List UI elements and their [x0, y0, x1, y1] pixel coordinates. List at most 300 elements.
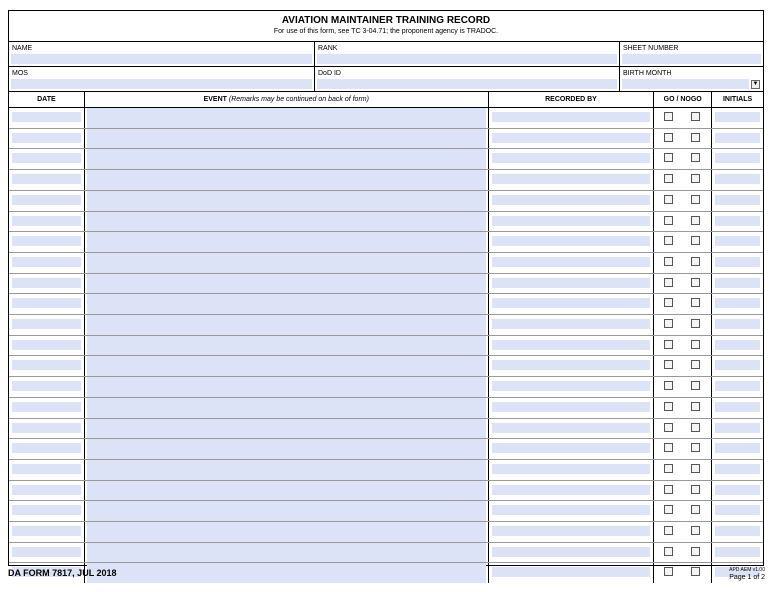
initials-field[interactable]	[715, 381, 760, 391]
table-row	[9, 315, 763, 336]
go-checkbox[interactable]	[664, 526, 673, 535]
date-field[interactable]	[12, 112, 81, 122]
initials-field[interactable]	[715, 195, 760, 205]
footer-right	[729, 567, 765, 582]
recorded-by-field[interactable]	[492, 133, 651, 143]
recorded-by-field[interactable]	[492, 298, 651, 308]
table-row	[9, 191, 763, 212]
go-nogo-cell	[654, 398, 712, 418]
go-nogo-cell	[654, 108, 712, 128]
date-field[interactable]	[12, 423, 81, 433]
nogo-checkbox[interactable]	[691, 278, 700, 287]
date-cell	[9, 232, 85, 252]
go-checkbox[interactable]	[664, 133, 673, 142]
event-cell	[85, 398, 489, 418]
recorded-by-cell	[489, 274, 655, 294]
date-field[interactable]	[12, 133, 81, 143]
go-checkbox[interactable]	[664, 505, 673, 514]
name-field[interactable]	[11, 54, 312, 64]
recorded-by-field[interactable]	[492, 526, 651, 536]
go-checkbox[interactable]	[664, 153, 673, 162]
recorded-by-header: RECORDED BY	[489, 92, 655, 107]
initials-cell	[712, 149, 763, 169]
chevron-down-icon[interactable]: ▼	[752, 81, 759, 87]
initials-cell	[712, 522, 763, 542]
recorded-by-cell	[489, 129, 655, 149]
table-row	[9, 336, 763, 357]
event-field[interactable]	[87, 108, 486, 128]
initials-cell	[712, 356, 763, 376]
table-row	[9, 439, 763, 460]
date-field[interactable]	[12, 153, 81, 163]
recorded-by-field[interactable]	[492, 340, 651, 350]
go-nogo-cell	[654, 543, 712, 563]
event-field[interactable]	[87, 377, 486, 397]
initials-cell	[712, 274, 763, 294]
go-nogo-cell	[654, 129, 712, 149]
event-header-note: (Remarks may be continued on back of form)	[228, 96, 369, 103]
recorded-by-field[interactable]	[492, 567, 651, 577]
date-field[interactable]	[12, 174, 81, 184]
date-field[interactable]	[12, 485, 81, 495]
initials-field[interactable]	[715, 485, 760, 495]
table-row	[9, 232, 763, 253]
nogo-checkbox[interactable]	[691, 340, 700, 349]
initials-field[interactable]	[715, 278, 760, 288]
date-cell	[9, 439, 85, 459]
go-nogo-cell	[654, 315, 712, 335]
event-cell	[85, 563, 489, 583]
go-nogo-cell	[654, 563, 712, 583]
date-field[interactable]	[12, 526, 81, 536]
nogo-checkbox[interactable]	[691, 443, 700, 452]
rank-cell	[315, 42, 620, 66]
table-row	[9, 212, 763, 233]
nogo-checkbox[interactable]	[691, 402, 700, 411]
birth-month-label: BIRTH MONTH	[623, 70, 672, 77]
date-cell	[9, 356, 85, 376]
table-row	[9, 108, 763, 129]
nogo-checkbox[interactable]	[691, 195, 700, 204]
go-nogo-cell	[654, 522, 712, 542]
recorded-by-cell	[489, 108, 655, 128]
initials-field[interactable]	[715, 257, 760, 267]
date-field[interactable]	[12, 216, 81, 226]
date-cell	[9, 129, 85, 149]
event-header	[85, 92, 489, 107]
recorded-by-field[interactable]	[492, 257, 651, 267]
recorded-by-cell	[489, 563, 655, 583]
date-field[interactable]	[12, 298, 81, 308]
recorded-by-cell	[489, 419, 655, 439]
date-cell	[9, 522, 85, 542]
initials-field[interactable]	[715, 174, 760, 184]
recorded-by-cell	[489, 232, 655, 252]
event-field[interactable]	[87, 419, 486, 439]
event-cell	[85, 460, 489, 480]
date-field[interactable]	[12, 464, 81, 474]
table-row	[9, 129, 763, 150]
recorded-by-field[interactable]	[492, 485, 651, 495]
sheet-number-cell	[620, 42, 763, 66]
recorded-by-cell	[489, 253, 655, 273]
table-row	[9, 149, 763, 170]
date-cell	[9, 274, 85, 294]
go-nogo-header: GO / NOGO	[654, 92, 712, 107]
nogo-checkbox[interactable]	[691, 505, 700, 514]
date-header: DATE	[9, 92, 85, 107]
recorded-by-field[interactable]	[492, 195, 651, 205]
recorded-by-cell	[489, 336, 655, 356]
nogo-checkbox[interactable]	[691, 257, 700, 266]
event-field[interactable]	[87, 212, 486, 232]
nogo-checkbox[interactable]	[691, 112, 700, 121]
initials-field[interactable]	[715, 216, 760, 226]
event-field[interactable]	[87, 356, 486, 376]
go-checkbox[interactable]	[664, 340, 673, 349]
go-checkbox[interactable]	[664, 236, 673, 245]
recorded-by-cell	[489, 398, 655, 418]
event-field[interactable]	[87, 336, 486, 356]
initials-cell	[712, 439, 763, 459]
sheet-number-field[interactable]	[622, 54, 761, 64]
table-row	[9, 522, 763, 543]
initials-cell	[712, 170, 763, 190]
date-cell	[9, 170, 85, 190]
sheet-number-label: SHEET NUMBER	[623, 45, 679, 52]
nogo-checkbox[interactable]	[691, 153, 700, 162]
event-cell	[85, 149, 489, 169]
initials-field[interactable]	[715, 112, 760, 122]
table-row	[9, 274, 763, 295]
date-cell	[9, 253, 85, 273]
event-cell	[85, 253, 489, 273]
date-field[interactable]	[12, 360, 81, 370]
recorded-by-field[interactable]	[492, 547, 651, 557]
event-field[interactable]	[87, 170, 486, 190]
info-row-2	[9, 67, 763, 92]
go-nogo-cell	[654, 274, 712, 294]
initials-cell	[712, 543, 763, 563]
recorded-by-cell	[489, 315, 655, 335]
event-field[interactable]	[87, 543, 486, 563]
date-field[interactable]	[12, 547, 81, 557]
form-number: DA FORM 7817, JUL 2018	[8, 568, 117, 578]
event-header-label: EVENT	[203, 96, 227, 103]
mos-field[interactable]	[11, 79, 312, 89]
table-row	[9, 356, 763, 377]
recorded-by-field[interactable]	[492, 402, 651, 412]
recorded-by-cell	[489, 377, 655, 397]
initials-cell	[712, 294, 763, 314]
recorded-by-field[interactable]	[492, 153, 651, 163]
dod-id-cell	[315, 67, 620, 91]
go-checkbox[interactable]	[664, 174, 673, 183]
date-field[interactable]	[12, 402, 81, 412]
table-row	[9, 563, 763, 583]
event-field[interactable]	[87, 294, 486, 314]
go-checkbox[interactable]	[664, 547, 673, 556]
recorded-by-cell	[489, 294, 655, 314]
date-field[interactable]	[12, 236, 81, 246]
event-cell	[85, 315, 489, 335]
event-cell	[85, 108, 489, 128]
recorded-by-cell	[489, 191, 655, 211]
go-checkbox[interactable]	[664, 567, 673, 576]
date-cell	[9, 460, 85, 480]
page-number: Page 1 of 2	[729, 574, 765, 581]
table-row	[9, 398, 763, 419]
nogo-checkbox[interactable]	[691, 567, 700, 576]
initials-field[interactable]	[715, 443, 760, 453]
go-nogo-cell	[654, 419, 712, 439]
recorded-by-field[interactable]	[492, 381, 651, 391]
initials-cell	[712, 419, 763, 439]
event-cell	[85, 356, 489, 376]
date-cell	[9, 294, 85, 314]
nogo-checkbox[interactable]	[691, 133, 700, 142]
event-field[interactable]	[87, 315, 486, 335]
recorded-by-field[interactable]	[492, 236, 651, 246]
initials-cell	[712, 377, 763, 397]
mos-label: MOS	[12, 70, 28, 77]
go-nogo-cell	[654, 253, 712, 273]
initials-cell	[712, 460, 763, 480]
name-label: NAME	[12, 45, 33, 52]
date-cell	[9, 481, 85, 501]
recorded-by-cell	[489, 149, 655, 169]
recorded-by-field[interactable]	[492, 112, 651, 122]
dod-id-field[interactable]	[317, 79, 617, 89]
rank-field[interactable]	[317, 54, 617, 64]
go-nogo-cell	[654, 170, 712, 190]
go-checkbox[interactable]	[664, 278, 673, 287]
nogo-checkbox[interactable]	[691, 360, 700, 369]
go-nogo-cell	[654, 356, 712, 376]
recorded-by-field[interactable]	[492, 319, 651, 329]
info-row-1	[9, 42, 763, 67]
table-row	[9, 294, 763, 315]
initials-field[interactable]	[715, 360, 760, 370]
event-field[interactable]	[87, 460, 486, 480]
event-field[interactable]	[87, 481, 486, 501]
event-cell	[85, 212, 489, 232]
table-row	[9, 501, 763, 522]
event-field[interactable]	[87, 274, 486, 294]
event-field[interactable]	[87, 191, 486, 211]
go-checkbox[interactable]	[664, 298, 673, 307]
nogo-checkbox[interactable]	[691, 174, 700, 183]
initials-field[interactable]	[715, 423, 760, 433]
date-field[interactable]	[12, 381, 81, 391]
recorded-by-field[interactable]	[492, 278, 651, 288]
event-cell	[85, 377, 489, 397]
initials-field[interactable]	[715, 547, 760, 557]
table-header	[9, 92, 763, 108]
event-cell	[85, 170, 489, 190]
initials-field[interactable]	[715, 402, 760, 412]
initials-field[interactable]	[715, 133, 760, 143]
event-field[interactable]	[87, 129, 486, 149]
table-row	[9, 543, 763, 564]
recorded-by-field[interactable]	[492, 423, 651, 433]
event-cell	[85, 419, 489, 439]
go-checkbox[interactable]	[664, 195, 673, 204]
form-header	[9, 11, 763, 42]
date-cell	[9, 212, 85, 232]
initials-cell	[712, 398, 763, 418]
date-cell	[9, 543, 85, 563]
table-row	[9, 460, 763, 481]
nogo-checkbox[interactable]	[691, 381, 700, 390]
initials-cell	[712, 481, 763, 501]
form-title: AVIATION MAINTAINER TRAINING RECORD	[281, 15, 491, 26]
go-nogo-cell	[654, 460, 712, 480]
birth-month-cell	[620, 67, 763, 91]
dod-id-label: DoD ID	[318, 70, 341, 77]
initials-field[interactable]	[715, 505, 760, 515]
event-field[interactable]	[87, 149, 486, 169]
initials-cell	[712, 191, 763, 211]
initials-header: INITIALS	[722, 96, 753, 103]
event-cell	[85, 543, 489, 563]
event-cell	[85, 522, 489, 542]
go-checkbox[interactable]	[664, 485, 673, 494]
recorded-by-cell	[489, 543, 655, 563]
birth-month-select[interactable]	[622, 79, 749, 89]
go-checkbox[interactable]	[664, 402, 673, 411]
date-field[interactable]	[12, 319, 81, 329]
initials-field[interactable]	[715, 526, 760, 536]
table-row	[9, 377, 763, 398]
event-field[interactable]	[87, 398, 486, 418]
event-cell	[85, 439, 489, 459]
mos-cell	[9, 67, 315, 91]
recorded-by-field[interactable]	[492, 174, 651, 184]
event-cell	[85, 481, 489, 501]
date-cell	[9, 336, 85, 356]
nogo-checkbox[interactable]	[691, 319, 700, 328]
go-nogo-cell	[654, 336, 712, 356]
date-field[interactable]	[12, 340, 81, 350]
nogo-checkbox[interactable]	[691, 547, 700, 556]
recorded-by-cell	[489, 522, 655, 542]
event-cell	[85, 274, 489, 294]
go-checkbox[interactable]	[664, 381, 673, 390]
initials-cell	[712, 108, 763, 128]
recorded-by-cell	[489, 170, 655, 190]
date-field[interactable]	[12, 278, 81, 288]
date-field[interactable]	[12, 505, 81, 515]
go-checkbox[interactable]	[664, 423, 673, 432]
go-checkbox[interactable]	[664, 464, 673, 473]
go-nogo-cell	[654, 481, 712, 501]
event-field[interactable]	[87, 563, 486, 583]
date-cell	[9, 149, 85, 169]
go-nogo-cell	[654, 149, 712, 169]
table-row	[9, 419, 763, 440]
initials-field[interactable]	[715, 298, 760, 308]
table-row	[9, 481, 763, 502]
nogo-checkbox[interactable]	[691, 236, 700, 245]
nogo-checkbox[interactable]	[691, 485, 700, 494]
event-field[interactable]	[87, 439, 486, 459]
go-nogo-cell	[654, 232, 712, 252]
initials-field[interactable]	[715, 153, 760, 163]
name-cell	[9, 42, 315, 66]
recorded-by-field[interactable]	[492, 360, 651, 370]
initials-field[interactable]	[715, 319, 760, 329]
date-field[interactable]	[12, 257, 81, 267]
event-field[interactable]	[87, 253, 486, 273]
go-nogo-cell	[654, 191, 712, 211]
nogo-checkbox[interactable]	[691, 526, 700, 535]
event-field[interactable]	[87, 501, 486, 521]
event-field[interactable]	[87, 522, 486, 542]
initials-field[interactable]	[715, 340, 760, 350]
initials-field[interactable]	[715, 464, 760, 474]
table-body	[9, 108, 763, 583]
date-cell	[9, 108, 85, 128]
go-checkbox[interactable]	[664, 216, 673, 225]
initials-field[interactable]	[715, 236, 760, 246]
recorded-by-field[interactable]	[492, 505, 651, 515]
recorded-by-field[interactable]	[492, 216, 651, 226]
recorded-by-cell	[489, 439, 655, 459]
apd-version: APD AEM v1.00	[729, 567, 765, 573]
nogo-checkbox[interactable]	[691, 423, 700, 432]
go-checkbox[interactable]	[664, 319, 673, 328]
go-checkbox[interactable]	[664, 360, 673, 369]
recorded-by-cell	[489, 460, 655, 480]
date-cell	[9, 419, 85, 439]
initials-cell	[712, 315, 763, 335]
go-nogo-cell	[654, 294, 712, 314]
recorded-by-cell	[489, 356, 655, 376]
go-checkbox[interactable]	[664, 257, 673, 266]
go-nogo-cell	[654, 212, 712, 232]
table-row	[9, 170, 763, 191]
date-cell	[9, 191, 85, 211]
date-field[interactable]	[12, 195, 81, 205]
initials-cell	[712, 336, 763, 356]
event-cell	[85, 129, 489, 149]
go-checkbox[interactable]	[664, 443, 673, 452]
event-cell	[85, 336, 489, 356]
go-nogo-cell	[654, 439, 712, 459]
initials-cell	[712, 129, 763, 149]
go-nogo-cell	[654, 377, 712, 397]
recorded-by-field[interactable]	[492, 443, 651, 453]
date-cell	[9, 501, 85, 521]
recorded-by-cell	[489, 501, 655, 521]
initials-cell	[712, 232, 763, 252]
go-checkbox[interactable]	[664, 112, 673, 121]
initials-cell	[712, 212, 763, 232]
event-cell	[85, 294, 489, 314]
nogo-checkbox[interactable]	[691, 464, 700, 473]
training-record-form	[8, 10, 764, 566]
recorded-by-cell	[489, 481, 655, 501]
event-field[interactable]	[87, 232, 486, 252]
recorded-by-cell	[489, 212, 655, 232]
nogo-checkbox[interactable]	[691, 216, 700, 225]
recorded-by-field[interactable]	[492, 464, 651, 474]
date-cell	[9, 315, 85, 335]
nogo-checkbox[interactable]	[691, 298, 700, 307]
initials-cell	[712, 501, 763, 521]
date-field[interactable]	[12, 443, 81, 453]
